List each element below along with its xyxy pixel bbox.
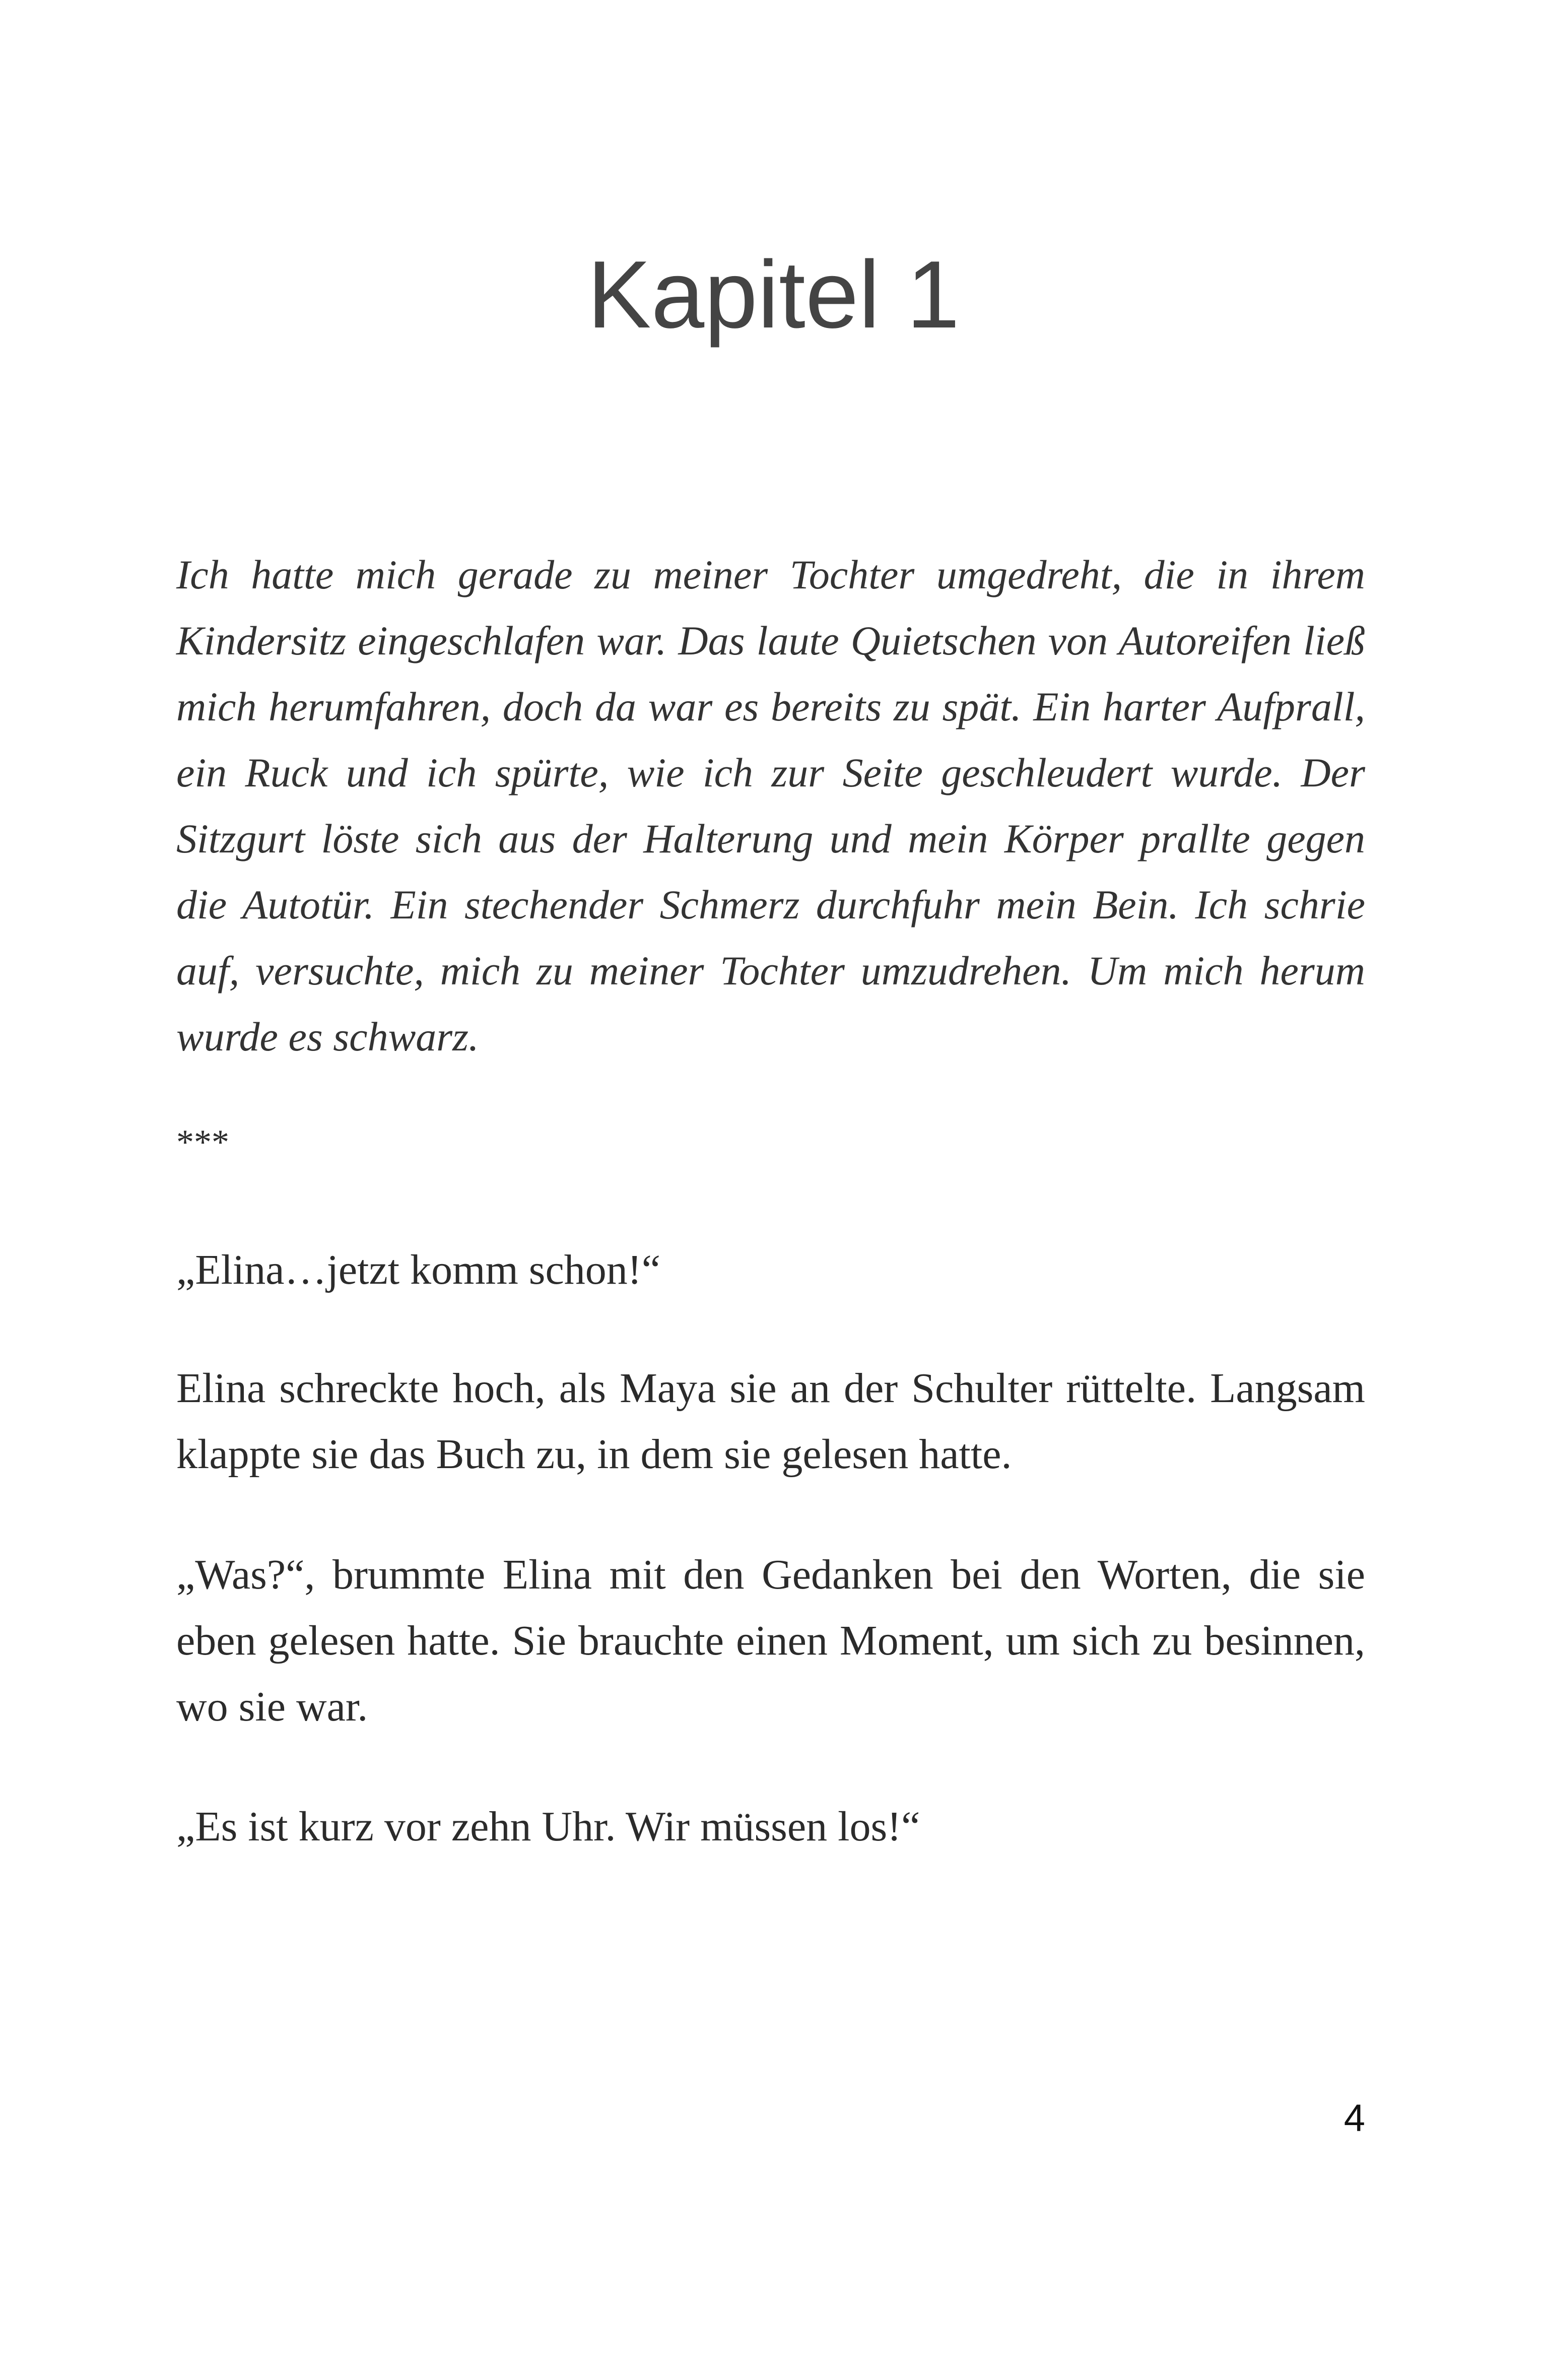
prologue-paragraph: Ich hatte mich gerade zu meiner Tochter umgedreht, die in ihrem Kindersitz eingeschlafen war. Das laute Quietschen von Autoreifen ließ mich herumfahren, doch da war es bereits zu spät. Ein harter Aufprall, ein Ruck und ich spürte, wie ich zur Seite geschleudert wurde. Der Sitzgurt löste sich aus der Halterung und mein Körper prallte gegen die Autotür. Ein stechender Schmerz durchfuhr mein Bein. Ich schrie auf, versuchte, mich zu meiner Tochter umzudrehen. Um mich herum wurde es schwarz. [176,552,1365,1060]
paragraph-2: Elina schreckte hoch, als Maya sie an der Schulter rüttelte. Langsam klappte sie das Buch zu, in dem sie gelesen hatte. [176,1365,1365,1478]
scene-separator: *** [176,1123,229,1162]
page-number: 4 [1343,2097,1365,2140]
paragraph-3: „Was?“, brummte Elina mit den Gedanken bei den Worten, die sie eben gelesen hatte. Sie brauchte einen Moment, um sich zu besinnen, wo sie war. [176,1551,1365,1730]
paragraph-1: „Elina…jetzt komm schon!“ [176,1246,661,1293]
chapter-title: Kapitel 1 [587,241,960,348]
paragraph-4: „Es ist kurz vor zehn Uhr. Wir müssen los!“ [176,1803,920,1850]
